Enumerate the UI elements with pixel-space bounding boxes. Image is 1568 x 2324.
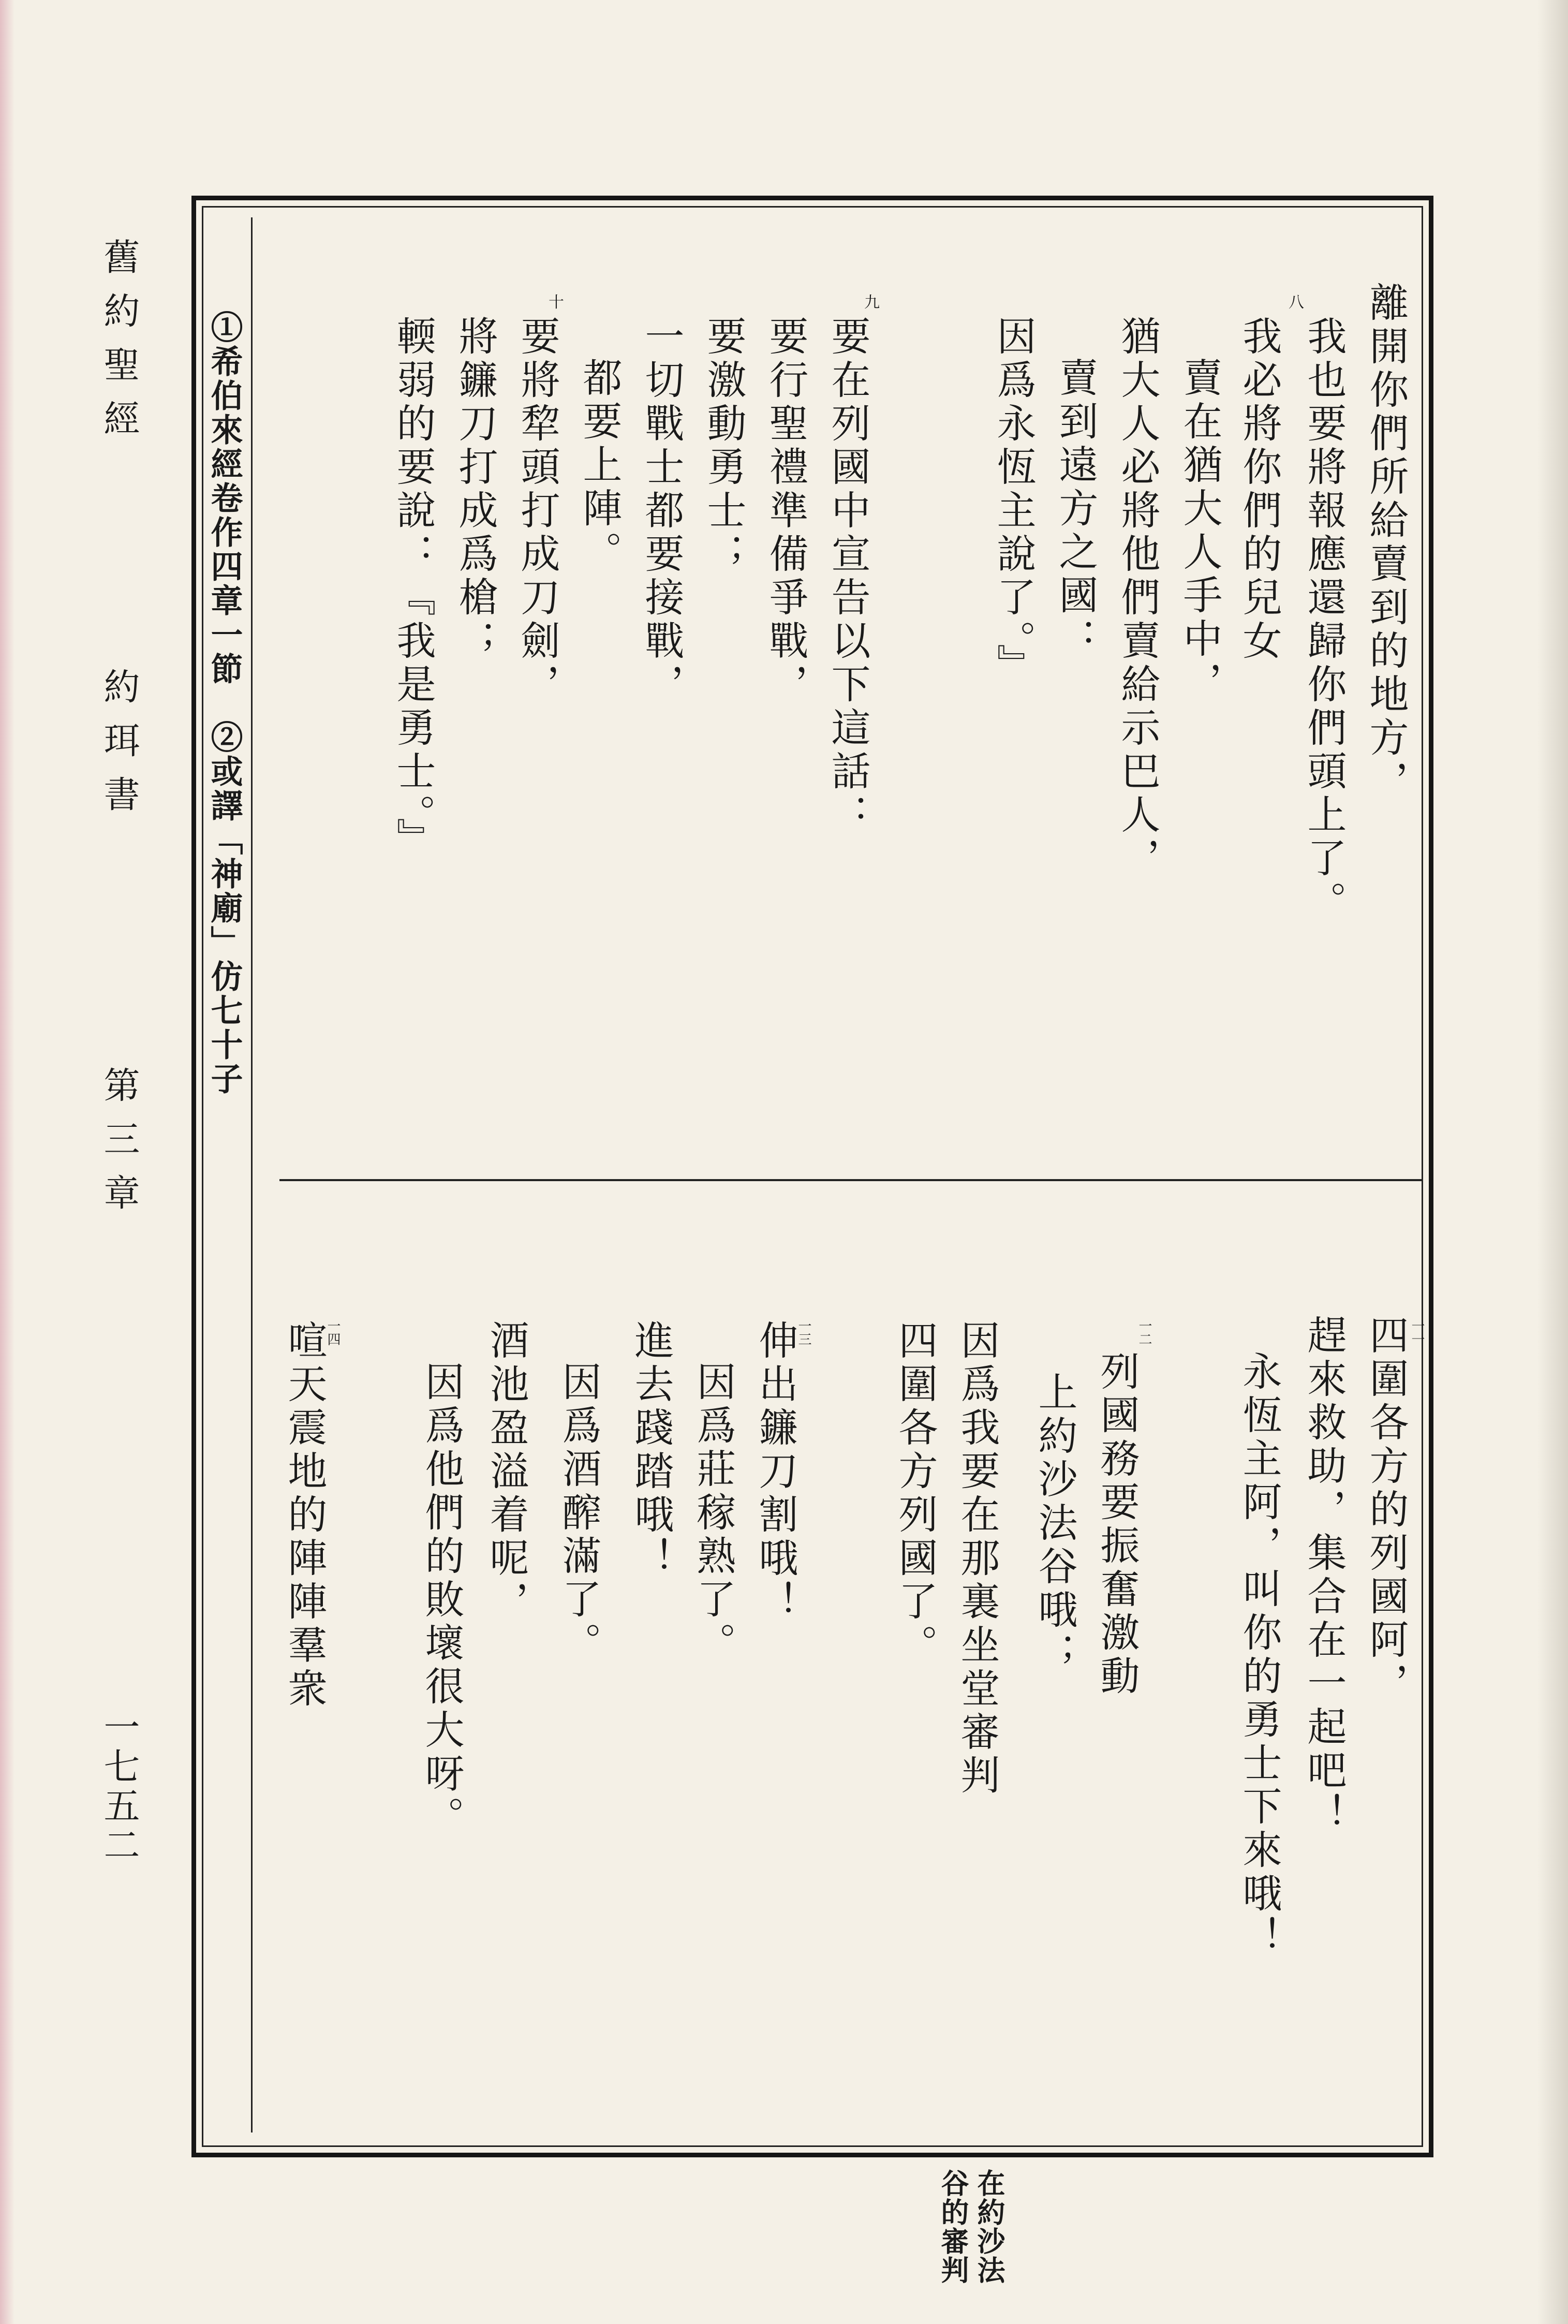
verse-line: 一切戰士都要接戰， [639,316,685,707]
verse-line: 因爲他們的敗壞很大呀。 [419,1361,465,1840]
verse-number: 一一 [1409,1319,1425,1346]
verse-line: 因爲我要在那裏坐堂審判 [954,1320,1000,1798]
page-number: 一七五二 [98,1708,140,1865]
verse-number: 一四 [325,1319,341,1346]
verse-line: 要行聖禮準備爭戰， [763,316,809,707]
verse-line: 伸出鐮刀割哦！ [752,1320,798,1624]
verse-line: 我也要將報應還歸你們頭上了。 [1301,316,1347,924]
verse-line: 酒池盈溢着呢， [483,1320,529,1624]
page-edge-left [0,0,14,2324]
verse-line: 喧天震地的陣陣羣衆 [282,1320,328,1711]
verse-line: 四圍各方的列國阿， [1363,1315,1409,1706]
verse-line: 輭弱的要說：『我是勇士。』 [390,316,436,861]
verse-number: 一二 [1136,1319,1152,1346]
side-heading-line: 谷的審判 [937,2169,970,2285]
verse-line: 因爲莊稼熟了。 [690,1361,736,1666]
verse-number: 八 [1289,293,1304,312]
verse-line: 將鐮刀打成爲槍； [452,316,498,664]
verse-line: 要將犂頭打成刀劍， [514,316,560,707]
verse-line: 進去踐踏哦！ [628,1320,674,1581]
verse-line: 列國務要振奮激動 [1094,1351,1140,1699]
side-heading-line: 在約沙法 [973,2169,1006,2285]
header-book-title: 舊約聖經 [98,238,140,453]
footnote-rule [251,217,253,2132]
verse-line: 永恆主阿，叫你的勇士下來哦！ [1236,1351,1282,1960]
header-chapter: 第三章 [98,1066,140,1228]
footnote: ①希伯來經卷作四章一節 ②或譯「神廟」仿七十子 [205,311,243,1096]
verse-line: 賣在猶大人手中， [1177,357,1223,705]
verse-line: 猶大人必將他們賣給示巴人， [1115,316,1161,881]
verse-line: 都要上陣。 [576,357,623,575]
verse-number: 一三 [796,1319,811,1346]
verse-line: 要在列國中宣告以下這話： [825,316,871,837]
verse-line: 上約沙法谷哦； [1032,1372,1078,1676]
verse-line: 趕來救助，集合在一起吧！ [1301,1315,1347,1836]
section-divider [279,1179,1423,1181]
page-edge-right [1537,0,1568,2324]
verse-number: 十 [549,293,564,312]
verse-line: 要激動勇士； [701,316,747,577]
header-section-title: 約珥書 [98,668,140,829]
verse-line: 因爲永恆主說了。』 [990,316,1037,687]
verse-line: 賣到遠方之國： [1053,357,1099,661]
verse-line: 因爲酒醡滿了。 [556,1361,602,1666]
verse-line: 四圍各方列國了。 [892,1320,938,1668]
verse-line: 我必將你們的兒女 [1236,316,1282,664]
verse-number: 九 [864,293,880,312]
verse-line: 離開你們所給賣到的地方， [1363,282,1409,804]
